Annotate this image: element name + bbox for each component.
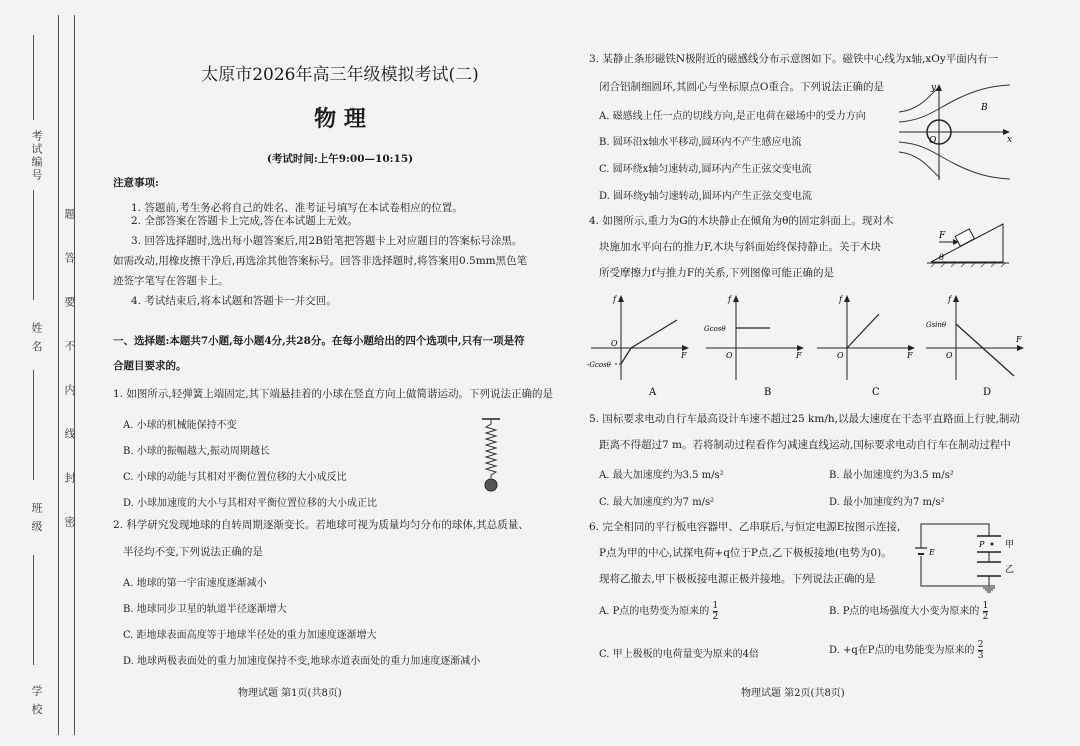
- q6-option-a: [599, 601, 718, 622]
- seal-char: 答: [63, 252, 76, 265]
- svg-text:Gsinθ: Gsinθ: [926, 321, 947, 329]
- field-line-upper: [899, 85, 1010, 122]
- q1-stem: 1. 如图所示,轻弹簧上端固定,其下端悬挂着的小球在竖直方向上做简谐运动。下列说法正确的是: [113, 388, 554, 400]
- exam-title: 太原市2026年高三年级模拟考试(二): [201, 65, 479, 85]
- q6-option-a-frac: [713, 601, 719, 622]
- svg-text:O: O: [726, 351, 733, 360]
- notes-item: 如需改动,用橡皮擦干净后,再选涂其他答案标号。回答非选择题时,将答案用0.5mm黑色笔: [113, 255, 528, 267]
- svg-text:O: O: [946, 351, 953, 360]
- notes-item: 3. 回答选择题时,选出每小题答案后,用2B铅笔把答题卡上对应题目的答案标号涂黑。: [131, 235, 523, 247]
- notes-item: 4. 考试结束后,将本试题和答题卡一并交回。: [131, 295, 337, 307]
- q6-option-b-text: B. P点的电场强度大小变为原来的: [829, 606, 980, 617]
- ball: [485, 479, 497, 491]
- q4-graph-a: [585, 292, 695, 404]
- label-theta: θ: [939, 253, 944, 262]
- graph-d-line: [956, 324, 1014, 376]
- q2-option-c: C. 距地球表面高度等于地球半径处的重力加速度逐渐增大: [123, 630, 377, 641]
- q4-graph-c: [811, 292, 921, 404]
- label-exam-number: 考试编号: [30, 130, 43, 182]
- q4-stem-1: 4. 如图所示,重力为G的木块静止在倾角为θ的固定斜面上。现对木: [589, 215, 894, 227]
- graph-c-line: [847, 314, 879, 348]
- q2-option-b: B. 地球同步卫星的轨道半径逐渐增大: [123, 604, 287, 615]
- frac-num: 1: [712, 601, 719, 611]
- svg-text:B: B: [764, 387, 772, 398]
- q5-stem-1: 5. 国标要求电动自行车最高设计车速不超过25 km/h,以最大速度在干态平直路面上行驶,制动: [589, 413, 1020, 425]
- svg-text:乙: 乙: [1005, 565, 1015, 575]
- graph-a-line: [621, 348, 631, 364]
- notes-heading: 注意事项:: [113, 177, 159, 189]
- svg-text:F: F: [681, 351, 687, 360]
- seal-line-right: [74, 15, 75, 735]
- svg-text:P: P: [979, 540, 985, 549]
- block: [955, 229, 974, 246]
- q6-option-c: C. 甲上极板的电荷量变为原来的4倍: [599, 649, 760, 660]
- q3-option-a: A. 磁感线上任一点的切线方向,是正电荷在磁场中的受力方向: [599, 111, 866, 122]
- label-o: O: [929, 136, 937, 146]
- q3-option-c: C. 圆环绕x轴匀速转动,圆环内产生正弦交变电流: [599, 164, 812, 175]
- q6-stem-1: 6. 完全相同的平行板电容器甲、乙串联后,与恒定电源E按图示连接,: [589, 521, 901, 533]
- q1-option-a: A. 小球的机械能保持不变: [123, 420, 237, 431]
- q4-stem-2: 块施加水平向右的推力F,木块与斜面始终保持静止。关于木块: [599, 241, 881, 253]
- q6-stem-3: 现将乙撤去,甲下极板接电源正极并接地。下列说法正确的是: [599, 573, 876, 585]
- q5-option-b: B. 最小加速度约为3.5 m/s²: [829, 470, 954, 481]
- svg-text:C: C: [872, 387, 880, 398]
- q2-option-a: A. 地球的第一宇宙速度逐渐减小: [123, 578, 267, 589]
- subject-title: 物 理: [314, 106, 366, 132]
- section1-line2: 合题目要求的。: [113, 360, 187, 372]
- q1-option-b: B. 小球的振幅越大,振动周期越长: [123, 446, 270, 457]
- spring: [486, 419, 496, 478]
- label-f: F: [939, 231, 946, 241]
- label-class: 班 级: [30, 502, 43, 534]
- svg-text:f: f: [613, 295, 616, 304]
- q6-option-b: [829, 601, 988, 622]
- q1-option-c: C. 小球的动能与其相对平衡位置位移的大小成反比: [123, 472, 347, 483]
- q6-stem-2: P点为甲的中心,试探电荷+q位于P点,乙下极板接地(电势为0)。: [599, 547, 892, 559]
- svg-text:A: A: [649, 387, 657, 398]
- q3-stem-1: 3. 某静止条形磁铁N极附近的磁感线分布示意图如下。磁铁中心线为x轴,xOy平面内有一: [589, 53, 999, 65]
- q6-option-d-text: D. +q在P点的电势能变为原来的: [829, 645, 975, 656]
- frac-num: 1: [982, 601, 989, 611]
- line-exam-number: [33, 35, 34, 120]
- q4-stem-3: 所受摩擦力f与推力F的关系,下列图像可能正确的是: [599, 267, 835, 279]
- svg-text:O: O: [611, 339, 618, 348]
- label-y: y: [931, 83, 937, 93]
- q6-circuit-figure: [913, 518, 1025, 594]
- seal-char: 内: [63, 384, 76, 397]
- q2-stem-2: 半径均不变,下列说法正确的是: [123, 546, 263, 558]
- label-school: 学 校: [30, 685, 43, 717]
- seal-line-left: [58, 15, 59, 735]
- svg-text:-Gcosθ: -Gcosθ: [587, 361, 611, 369]
- q1-spring-figure: [478, 416, 504, 496]
- svg-text:f: f: [839, 295, 842, 304]
- line-exam-number-2: [33, 190, 34, 300]
- seal-char: 密: [63, 516, 76, 529]
- ground-hatch: [931, 263, 1005, 267]
- section1-line1: 一、选择题:本题共7小题,每小题4分,共28分。在每小题给出的四个选项中,只有一项是符: [113, 335, 525, 347]
- q6-option-d-frac: [978, 640, 984, 661]
- seal-char: 要: [63, 296, 76, 309]
- svg-text:f: f: [728, 295, 731, 304]
- exam-time: (考试时间:上午9:00—10:15): [266, 153, 414, 165]
- seal-char: 封: [63, 472, 76, 485]
- q4-incline-figure: [925, 216, 1015, 268]
- svg-text:甲: 甲: [1005, 540, 1015, 550]
- q3-stem-2: 闭合铝制细圆环,其圆心与坐标原点O重合。下列说法正确的是: [599, 81, 884, 93]
- q5-stem-2: 距离不得超过7 m。若将制动过程看作匀减速直线运动,国标要求电动自行车在制动过程中: [599, 439, 1011, 451]
- footer-left: 物理试题 第1页(共8页): [238, 688, 342, 699]
- point-p: [991, 543, 994, 546]
- q2-stem-1: 2. 科学研究发现地球的自转周期逐渐变长。若地球可视为质量均匀分布的球体,其总质量、: [113, 519, 529, 531]
- frac-den: 3: [977, 651, 984, 661]
- seal-char: 不: [63, 340, 76, 353]
- q4-graph-d: [920, 292, 1030, 404]
- label-x: x: [1007, 135, 1013, 145]
- line-name: [33, 370, 34, 480]
- label-b: B: [981, 103, 988, 113]
- q3-magnet-figure: [895, 80, 1017, 190]
- q3-option-b: B. 圆环沿x轴水平移动,圆环内不产生感应电流: [599, 137, 802, 148]
- notes-item: 2. 全部答案在答题卡上完成,答在本试题上无效。: [131, 215, 358, 227]
- notes-item: 迹签字笔写在答题卡上。: [113, 275, 229, 287]
- svg-text:O: O: [837, 351, 844, 360]
- q2-option-d: D. 地球两极表面处的重力加速度保持不变,地球赤道表面处的重力加速度逐渐减小: [123, 656, 481, 667]
- frac-num: 2: [977, 640, 984, 650]
- q4-graphs: [585, 292, 1025, 402]
- seal-char: 题: [63, 208, 76, 221]
- line-class: [33, 555, 34, 665]
- svg-text:F: F: [907, 351, 913, 360]
- svg-text:F: F: [1016, 335, 1022, 344]
- seal-char: 线: [63, 428, 76, 441]
- notes-item: 1. 答题前,考生务必将自己的姓名、准考证号填写在本试卷相应的位置。: [131, 202, 463, 214]
- svg-text:Gcosθ: Gcosθ: [704, 325, 726, 333]
- frac-den: 2: [712, 612, 719, 622]
- field-line-lower: [899, 142, 1010, 179]
- label-name: 姓 名: [30, 322, 43, 354]
- q6-option-d: [829, 640, 983, 661]
- q3-option-d: D. 圆环绕y轴匀速转动,圆环内产生正弦交变电流: [599, 191, 812, 202]
- footer-right: 物理试题 第2页(共8页): [741, 688, 845, 699]
- svg-text:F: F: [796, 351, 802, 360]
- svg-text:f: f: [948, 295, 951, 304]
- q6-option-a-text: A. P点的电势变为原来的: [599, 606, 710, 617]
- q1-option-d: D. 小球加速度的大小与其相对平衡位置位移的大小成正比: [123, 498, 378, 509]
- q5-option-a: A. 最大加速度约为3.5 m/s²: [599, 470, 724, 481]
- q4-graph-b: [700, 292, 810, 404]
- svg-text:E: E: [929, 548, 935, 557]
- field-line-lower-2: [899, 152, 940, 178]
- q5-option-d: D. 最小加速度约为7 m/s²: [829, 497, 945, 508]
- frac-den: 2: [982, 612, 989, 622]
- q6-option-b-frac: [983, 601, 989, 622]
- svg-text:D: D: [983, 387, 992, 398]
- q5-option-c: C. 最大加速度约为7 m/s²: [599, 497, 715, 508]
